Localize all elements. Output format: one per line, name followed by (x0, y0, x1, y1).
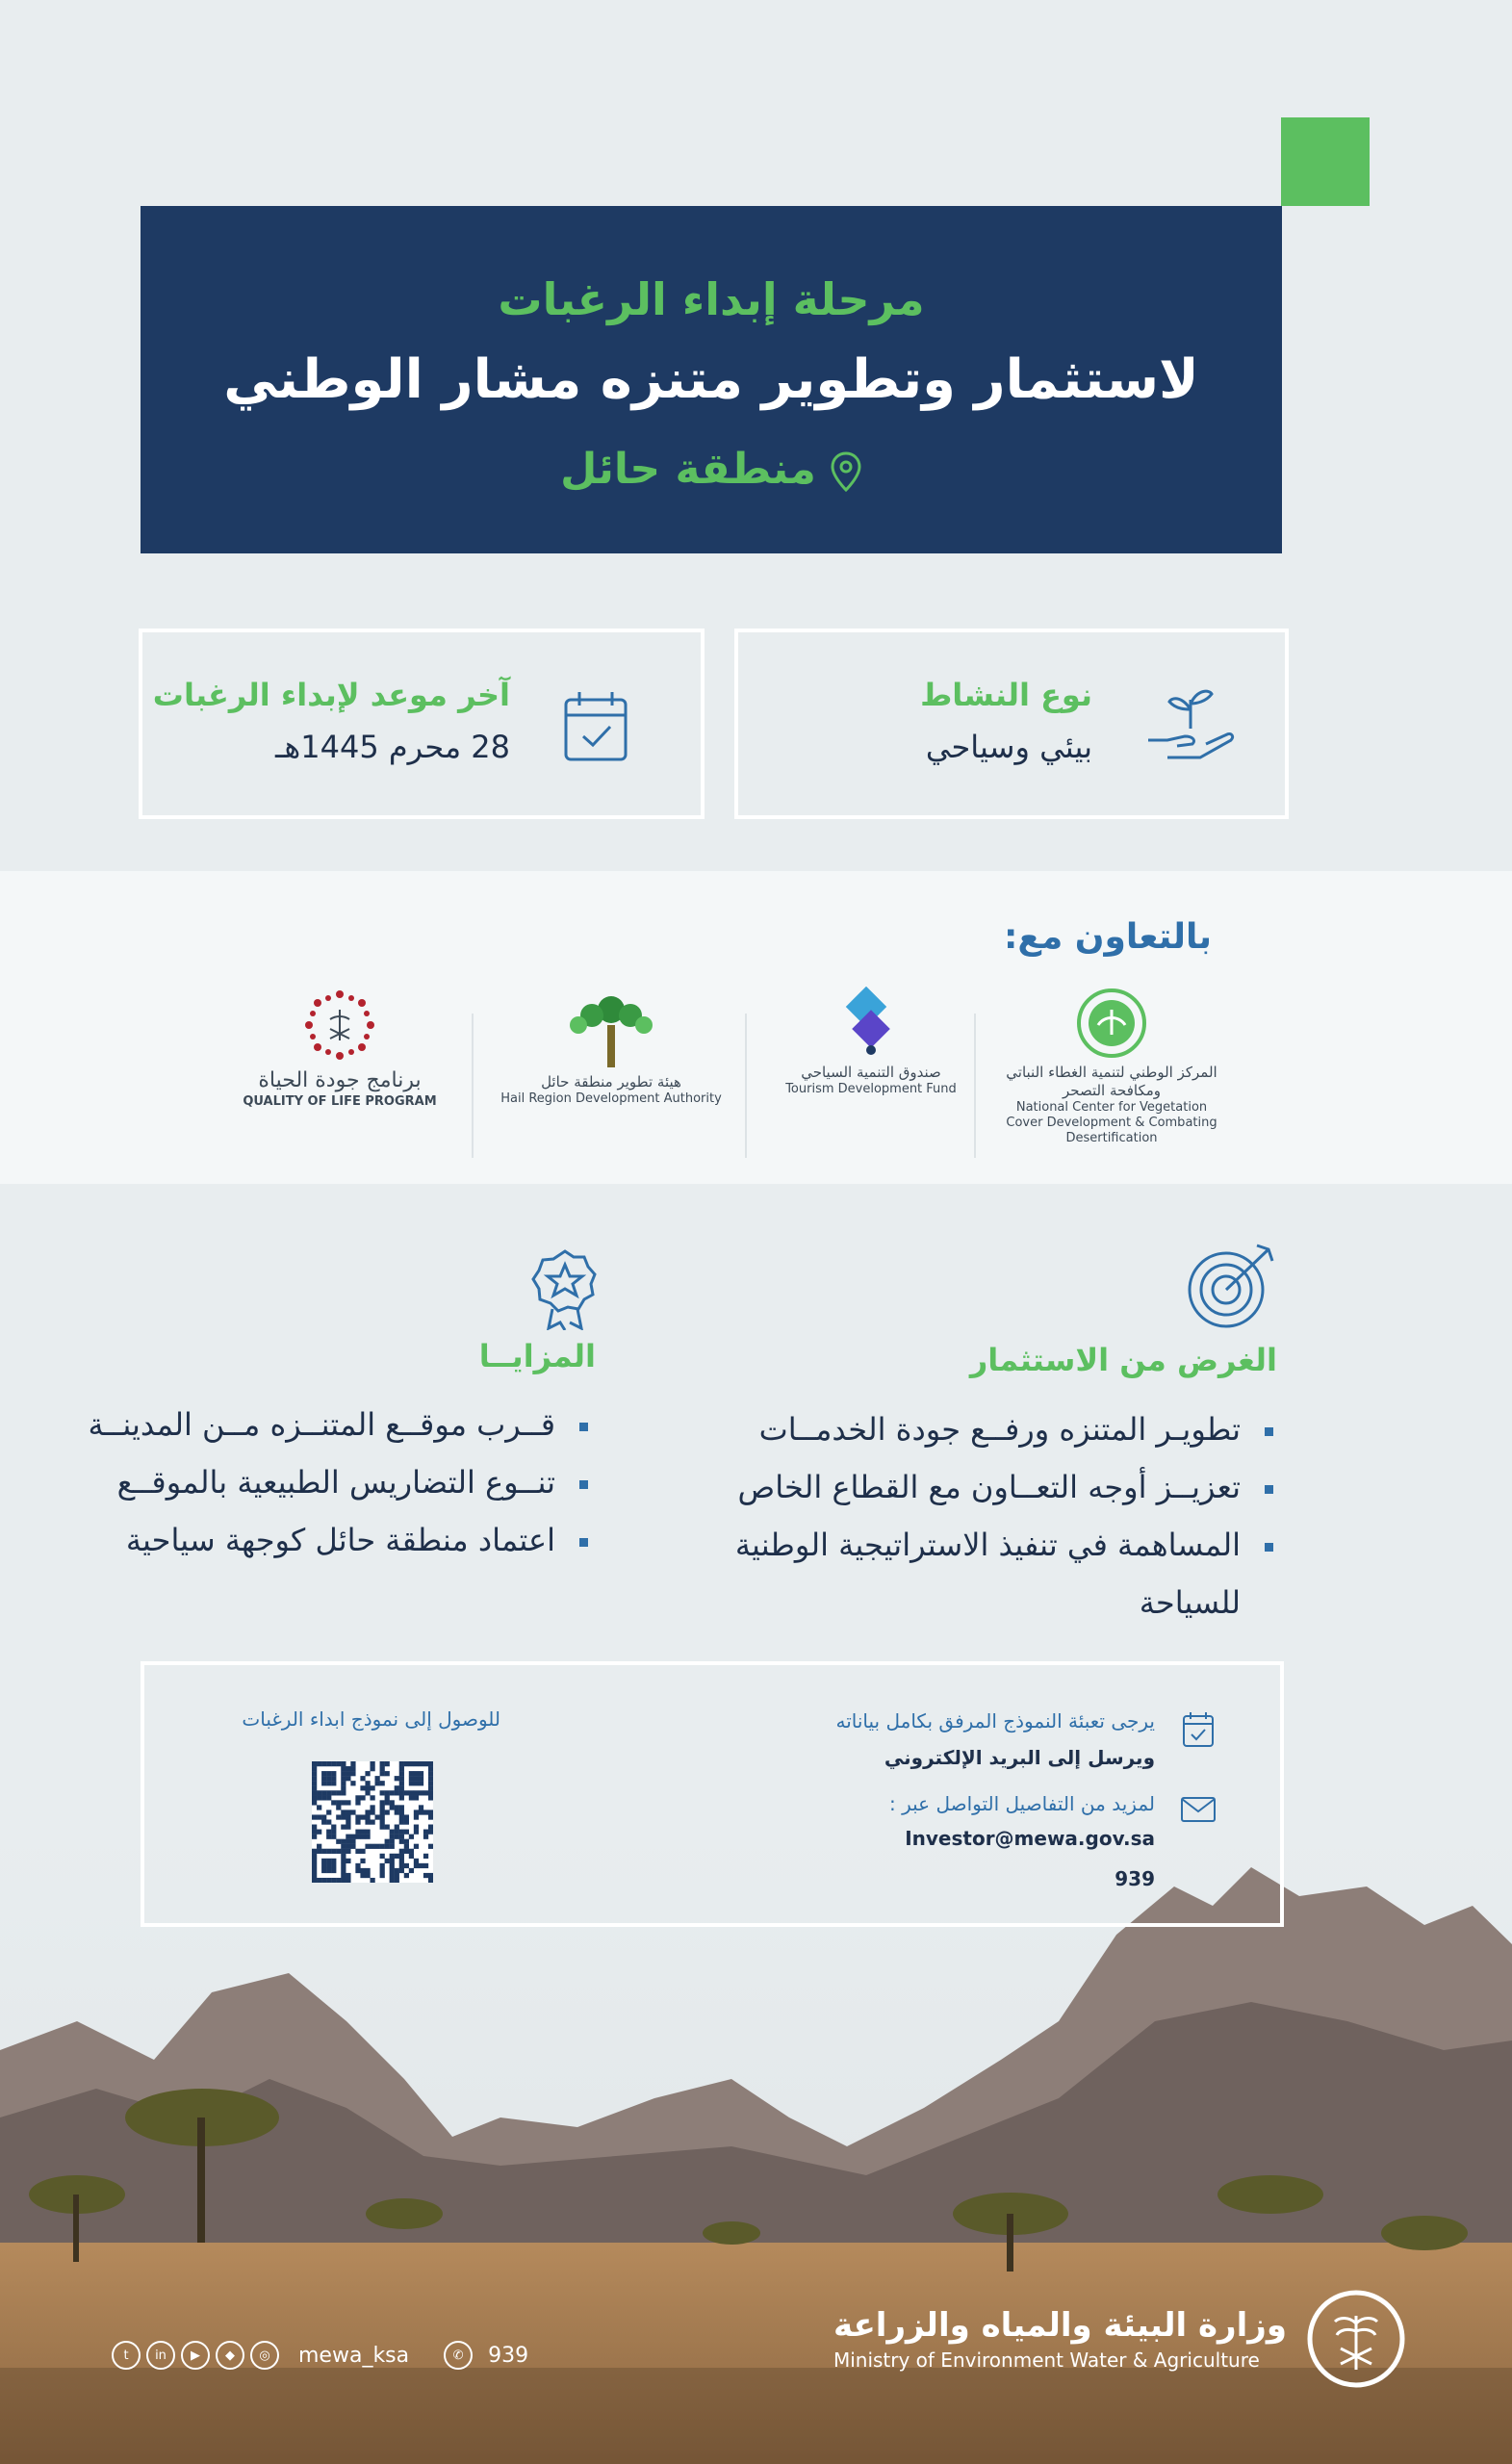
twitter-icon[interactable]: t (112, 2341, 141, 2370)
snapchat-icon[interactable]: ◆ (216, 2341, 244, 2370)
calendar-check-icon (1182, 1711, 1215, 1748)
partner-logo-hail-authority (500, 987, 722, 1169)
social-bar (112, 2341, 528, 2370)
partner-divider (745, 1014, 747, 1158)
activity-value: بيئي وسياحي (925, 729, 1092, 765)
hail-authority-logo-icon (565, 987, 657, 1069)
hand-plant-icon (1142, 680, 1239, 767)
partner-name-en: National Center for Vegetation Cover Development & Combating Desertification (1006, 1099, 1217, 1145)
fill-form-text: يرجى تعبئة النموذج المرفق بكامل بياناته (835, 1709, 1155, 1732)
target-icon (1184, 1240, 1280, 1332)
list-item: تعزيــز أوجه التعــاون مع القطاع الخاص (735, 1458, 1281, 1516)
purpose-list (735, 1400, 1281, 1631)
header-banner (141, 206, 1282, 553)
qr-code-icon[interactable] (312, 1761, 433, 1883)
vegetation-center-logo-icon (1075, 987, 1148, 1060)
partner-name-en: QUALITY OF LIFE PROGRAM (243, 1093, 437, 1109)
partner-logo-tourism-fund (760, 987, 982, 1169)
accent-square (1281, 117, 1370, 206)
region-label (141, 445, 1282, 494)
list-item: تنــوع التضاريس الطبيعية بالموقــع (88, 1453, 596, 1511)
page-title: لاستثمار وتطوير متنزه مشار الوطني (223, 348, 1199, 411)
partner-logo-vegetation-center (1001, 987, 1222, 1169)
youtube-icon[interactable]: ▶ (181, 2341, 210, 2370)
location-pin-icon (830, 451, 862, 492)
ministry-name-ar: وزارة البيئة والمياه والزراعة (833, 2306, 1287, 2345)
more-info-text: لمزيد من التفاصيل التواصل عبر : (889, 1792, 1155, 1815)
partner-logo-quality-of-life (229, 987, 450, 1169)
list-item: اعتماد منطقة حائل كوجهة سياحية (88, 1511, 596, 1569)
activity-label: نوع النشاط (920, 677, 1092, 713)
features-title: المزايــا (478, 1338, 596, 1374)
calendar-check-icon (562, 690, 629, 763)
stage-title: مرحلة إبداء الرغبات (498, 273, 925, 325)
instagram-icon[interactable]: ◎ (250, 2341, 279, 2370)
partner-name-ar: صندوق التنمية السياحي (801, 1064, 941, 1081)
send-email-text: ويرسل إلى البريد الإلكتروني (884, 1746, 1155, 1769)
mail-icon (1180, 1796, 1217, 1823)
deadline-card (139, 629, 705, 819)
award-badge-icon (531, 1247, 599, 1330)
footer-phone: 939 (488, 2343, 529, 2368)
list-item-continuation: للسياحة (1139, 1584, 1241, 1621)
features-list (88, 1396, 596, 1569)
tourism-fund-logo-icon (842, 987, 900, 1060)
activity-card (734, 629, 1289, 819)
phone-icon: ✆ (444, 2341, 473, 2370)
list-item: قــرب موقــع المتنــزه مــن المدينــة (88, 1396, 596, 1453)
purpose-title: الغرض من الاستثمار (969, 1342, 1277, 1378)
deadline-value: 28 محرم 1445هـ (274, 729, 510, 765)
contact-box (141, 1661, 1284, 1927)
phone-number: 939 (1115, 1867, 1155, 1890)
region-text: منطقة حائل (560, 445, 816, 494)
partner-divider (472, 1014, 474, 1158)
linkedin-icon[interactable]: in (146, 2341, 175, 2370)
partner-name-ar: برنامج جودة الحياة (258, 1068, 422, 1092)
partners-title: بالتعاون مع: (1004, 917, 1212, 957)
email-link[interactable]: Investor@mewa.gov.sa (905, 1827, 1155, 1850)
deadline-label: آخر موعد لإبداء الرغبات (152, 677, 510, 713)
list-item: المساهمة في تنفيذ الاستراتيجية الوطنية (735, 1516, 1281, 1574)
social-handle: mewa_ksa (298, 2343, 410, 2368)
palm-emblem-icon (1306, 2289, 1406, 2389)
list-item: تطويـر المتنزه ورفــع جودة الخدمــات (735, 1400, 1281, 1458)
ministry-logo (833, 2289, 1406, 2389)
partner-name-ar: المركز الوطني لتنمية الغطاء النباتي ومكافحة التصحر (1006, 1064, 1217, 1099)
partner-name-en: Hail Region Development Authority (500, 1091, 722, 1106)
quality-of-life-logo-icon (301, 987, 378, 1064)
qr-label: للوصول إلى نموذج ابداء الرغبات (242, 1707, 500, 1731)
ministry-name-en: Ministry of Environment Water & Agriculture (833, 2348, 1260, 2372)
partner-name-ar: هيئة تطوير منطقة حائل (541, 1073, 681, 1091)
partner-name-en: Tourism Development Fund (785, 1081, 957, 1096)
partners-section (0, 871, 1512, 1184)
